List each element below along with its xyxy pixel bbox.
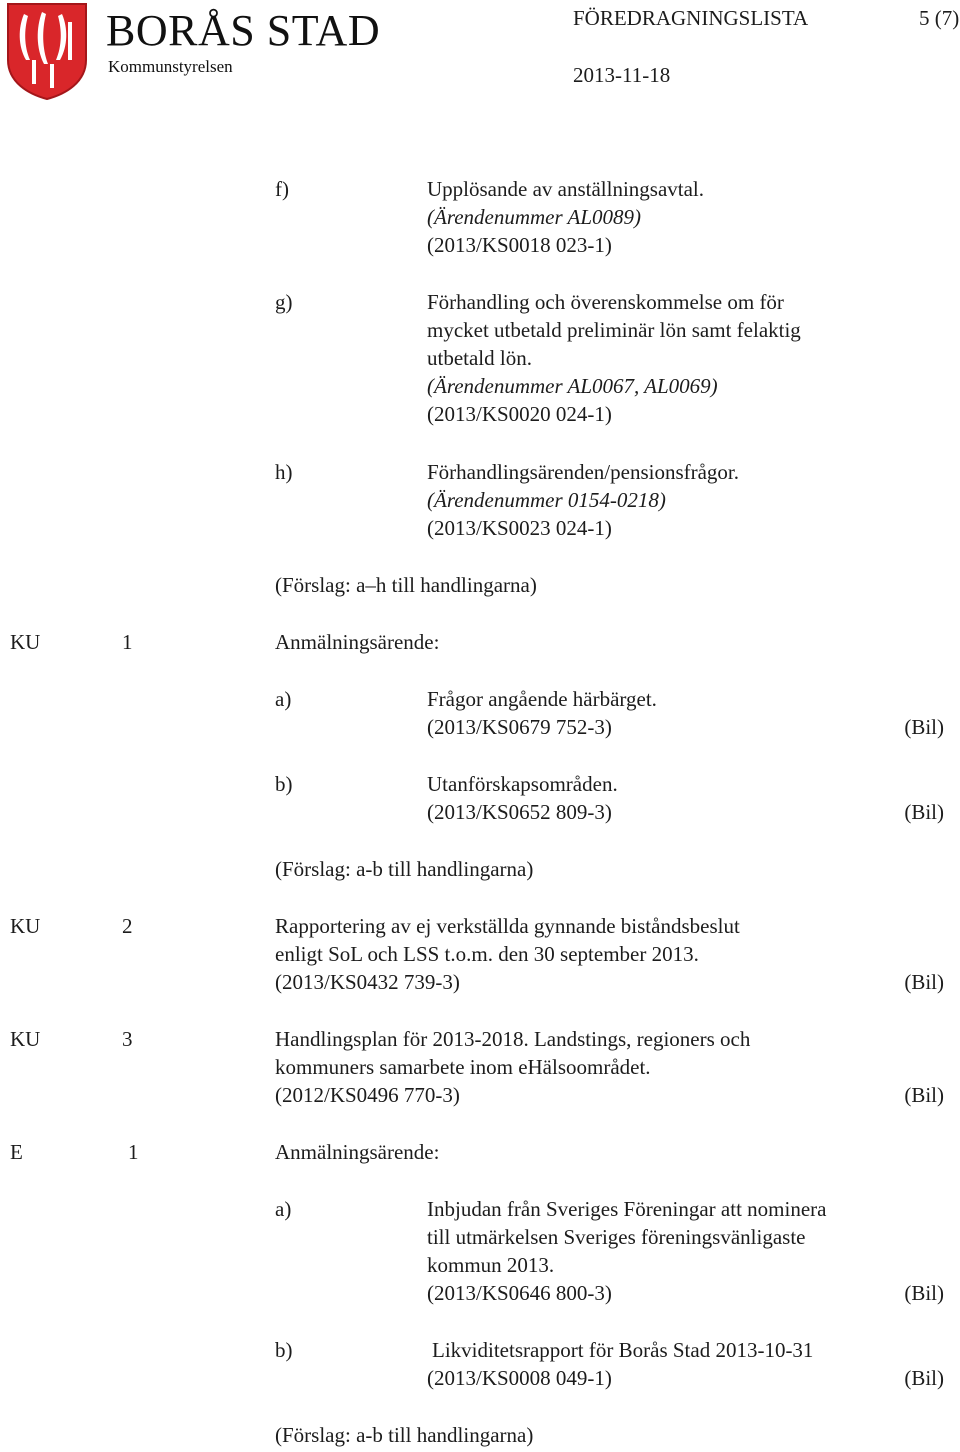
item-g-case-numbers: (Ärendenummer AL0067, AL0069): [427, 374, 718, 398]
item-f-title: Upplösande av anställningsavtal.: [427, 177, 705, 201]
item-f-letter: f): [275, 177, 289, 201]
e1-b-title: Likviditetsrapport för Borås Stad 2013-10-31: [432, 1338, 814, 1362]
ku3-ref: (2012/KS0496 770-3): [275, 1083, 460, 1107]
item-h-title: Förhandlingsärenden/pensionsfrågor.: [427, 460, 740, 484]
item-g-title-line-3: utbetald lön.: [427, 346, 532, 370]
org-name: BORÅS STAD: [106, 6, 381, 55]
e1-b-attachment: (Bil): [904, 1366, 944, 1390]
item-h-ref: (2013/KS0023 024-1): [427, 516, 612, 540]
item-f-case-numbers: (Ärendenummer AL0089): [427, 205, 642, 229]
e1-a-title-line-3: kommun 2013.: [427, 1253, 555, 1277]
ku1-b-ref: (2013/KS0652 809-3): [427, 800, 612, 824]
ku2-ref: (2013/KS0432 739-3): [275, 970, 460, 994]
e1-a-letter: a): [275, 1197, 292, 1221]
e1-number: 1: [128, 1140, 139, 1164]
ku2-title-line-2: enligt SoL och LSS t.o.m. den 30 september 2013.: [275, 942, 699, 966]
ku1-b-attachment: (Bil): [904, 800, 944, 824]
ku2-title-line-1: Rapportering av ej verkställda gynnande biståndsbeslut: [275, 914, 740, 938]
ku3-title-line-2: kommuners samarbete inom eHälsoområdet.: [275, 1055, 651, 1079]
item-h-letter: h): [275, 460, 293, 484]
e1-a-attachment: (Bil): [904, 1281, 944, 1305]
item-g-ref: (2013/KS0020 024-1): [427, 402, 612, 426]
ku1-a-attachment: (Bil): [904, 715, 944, 739]
item-g-title-line-1: Förhandling och överenskommelse om för: [427, 290, 784, 314]
document-title: FÖREDRAGNINGSLISTA: [573, 6, 809, 30]
item-f-ref: (2013/KS0018 023-1): [427, 233, 612, 257]
proposal-a-h: (Förslag: a–h till handlingarna): [275, 573, 537, 597]
e1-code: E: [10, 1140, 23, 1164]
e1-b-ref: (2013/KS0008 049-1): [427, 1366, 612, 1390]
ku3-title-line-1: Handlingsplan för 2013-2018. Landstings, regioners och: [275, 1027, 751, 1051]
ku2-number: 2: [122, 914, 133, 938]
ku1-proposal: (Förslag: a-b till handlingarna): [275, 857, 534, 881]
ku1-a-title: Frågor angående härbärget.: [427, 687, 657, 711]
ku1-heading: Anmälningsärende:: [275, 630, 440, 654]
ku2-attachment: (Bil): [904, 970, 944, 994]
ku1-b-letter: b): [275, 772, 293, 796]
e1-b-letter: b): [275, 1338, 293, 1362]
ku3-number: 3: [122, 1027, 133, 1051]
ku3-code: KU: [10, 1027, 41, 1051]
ku1-a-letter: a): [275, 687, 292, 711]
ku1-code: KU: [10, 630, 41, 654]
e1-a-title-line-1: Inbjudan från Sveriges Föreningar att nominera: [427, 1197, 827, 1221]
ku3-attachment: (Bil): [904, 1083, 944, 1107]
item-g-title-line-2: mycket utbetald preliminär lön samt felaktig: [427, 318, 801, 342]
ku1-b-title: Utanförskapsområden.: [427, 772, 618, 796]
org-unit: Kommunstyrelsen: [108, 57, 233, 76]
e1-a-ref: (2013/KS0646 800-3): [427, 1281, 612, 1305]
ku1-number: 1: [122, 630, 133, 654]
ku1-a-ref: (2013/KS0679 752-3): [427, 715, 612, 739]
boras-coat-of-arms-logo: [6, 2, 88, 100]
e1-a-title-line-2: till utmärkelsen Sveriges föreningsvänligaste: [427, 1225, 806, 1249]
ku2-code: KU: [10, 914, 41, 938]
item-h-case-numbers: (Ärendenummer 0154-0218): [427, 488, 666, 512]
page-number: 5 (7): [919, 6, 960, 30]
document-date: 2013-11-18: [573, 63, 671, 87]
e1-heading: Anmälningsärende:: [275, 1140, 440, 1164]
item-g-letter: g): [275, 290, 293, 314]
e1-proposal: (Förslag: a-b till handlingarna): [275, 1423, 534, 1447]
